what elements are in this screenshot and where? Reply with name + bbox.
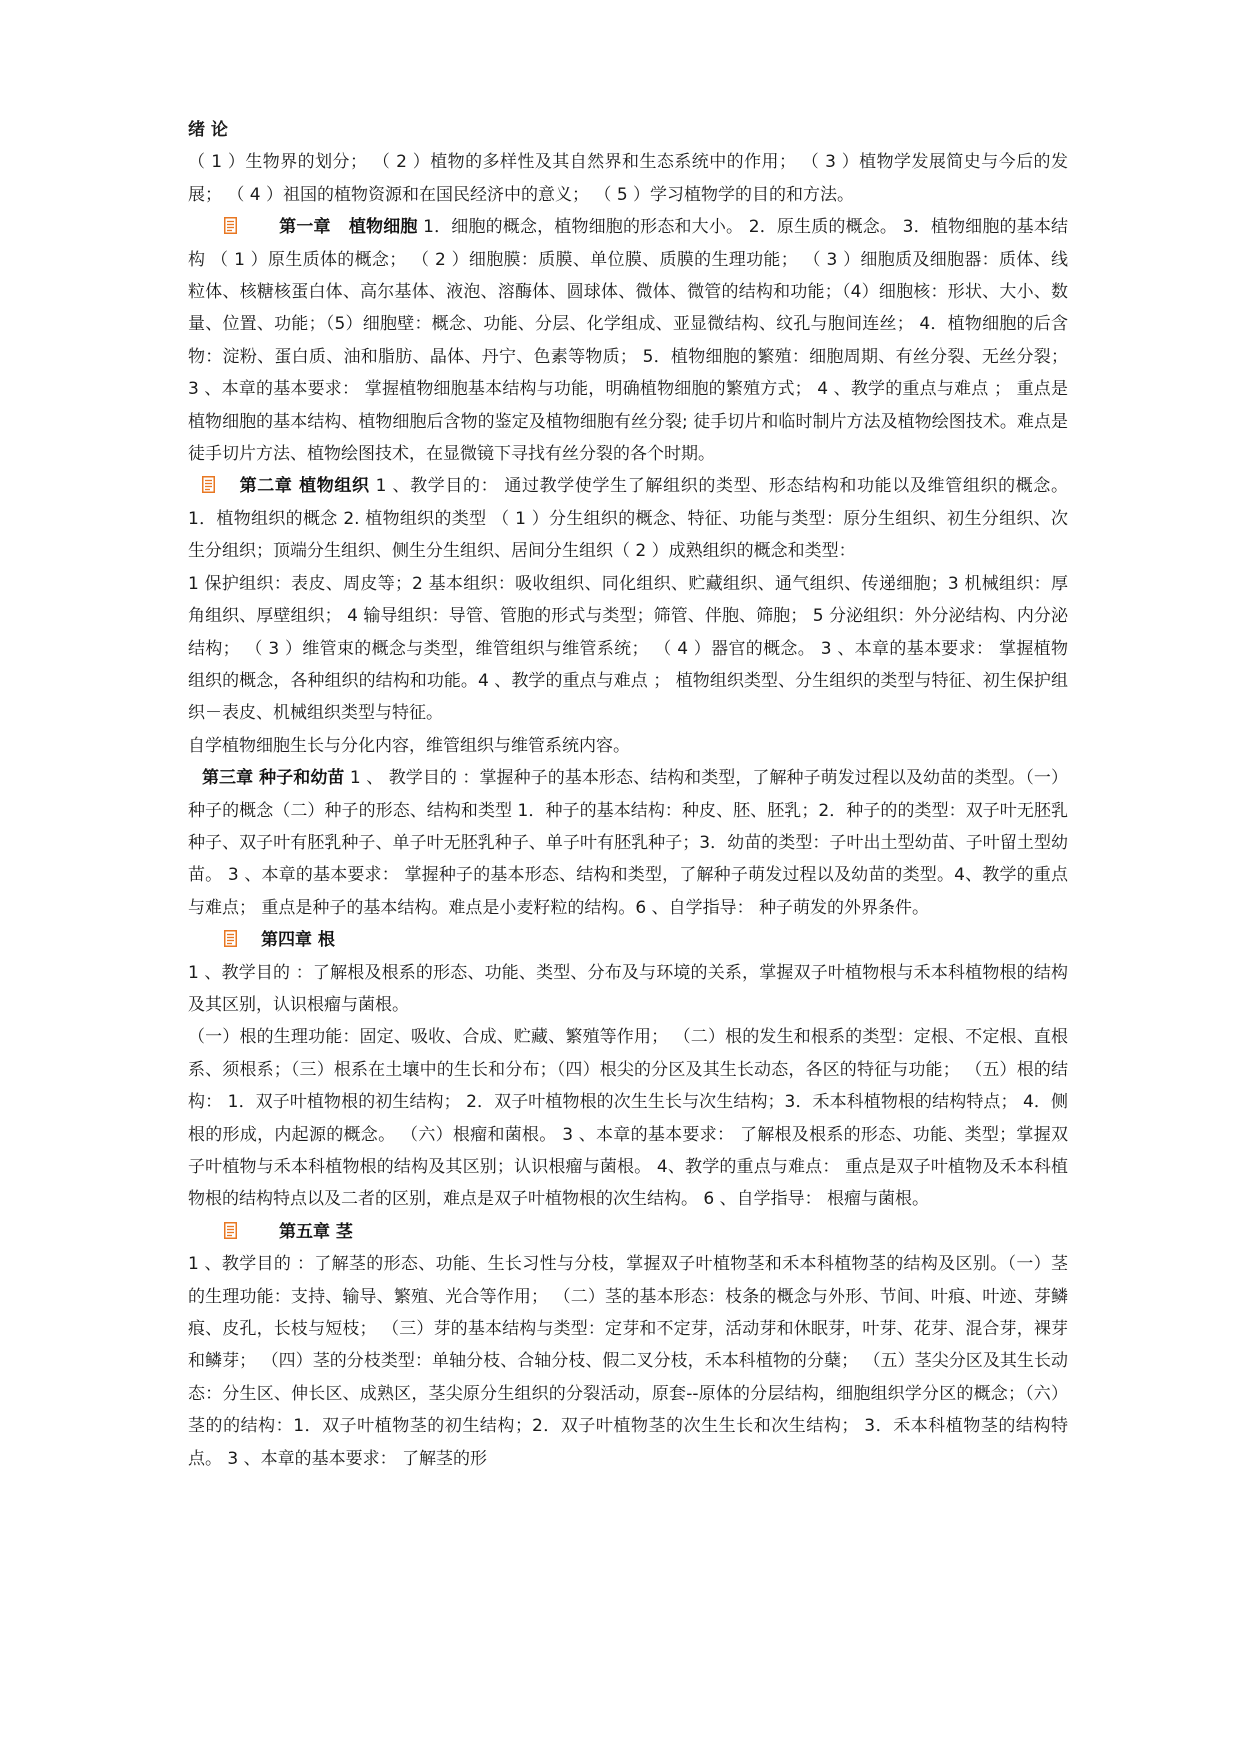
chapter-2-text-2: 1 保护组织：表皮、周皮等；2 基本组织：吸收组织、同化组织、贮藏组织、通气组织、传递细胞；3 机械组织：厚角组织、厚壁组织； 4 输导组织：导管、管胞的形式与类型；筛管、伴胞、筛胞； 5 分泌组织：外分泌结构、内分泌结构； （ 3 ）维管束的概念与类型，维管组织与维管系统； （ 4 ）器官的概念。 3 、本章的基本要求： 掌握植物组织的概念，各种组织的结构和功能。4 、教学的重点与难点 ； 植物组织类型、分生组织的类型与特征、初生保护组织－表皮、机械组织类型与特征。: [188, 573, 1068, 724]
chapter-4-text: 1 、教学目的 ：了解根及根系的形态、功能、类型、分布及与环境的关系，掌握双子叶植物根与禾本科植物根的结构及其区别，认识根瘤与菌根。: [188, 962, 1068, 1015]
chapter-3-text: 1 、 教学目的 ：掌握种子的基本形态、结构和类型，了解种子萌发过程以及幼苗的类型。（一）种子的概念（二）种子的形态、结构和类型 1．种子的基本结构：种皮、胚、胚乳；2．种子的的类型：双子叶无胚乳种子、双子叶有胚乳种子、单子叶无胚乳种子、单子叶有胚乳种子；3．幼苗的类型：子叶出土型幼苗、子叶留土型幼苗。 3 、本章的基本要求： 掌握种子的基本形态、结构和类型，了解种子萌发过程以及幼苗的类型。4、教学的重点与难点； 重点是种子的基本结构。难点是小麦籽粒的结构。6 、自学指导： 种子萌发的外界条件。: [188, 768, 1068, 918]
intro-title: 绪 论: [188, 120, 228, 140]
chapter-1: [188, 211, 1068, 470]
chapter-4-heading: 第四章 根: [261, 930, 335, 951]
chapter-2-heading: 第二章 植物组织: [239, 476, 370, 497]
chapter-2-text: 1 、教学目的： 通过教学使学生了解组织的类型、形态结构和功能以及维管组织的概念。 1．植物组织的概念 2. 植物组织的类型 （ 1 ）分生组织的概念、特征、功能与类型：原分生组织、初生分组织、次生分组织；顶端分生组织、侧生分生组织、居间分生组织（ 2 ）成熟组织的概念和类型：: [188, 476, 1068, 562]
document-page: [188, 114, 1068, 1475]
chapter-5-heading-line: [188, 1216, 1068, 1248]
document-icon[interactable]: [224, 930, 237, 947]
chapter-2-text-3: 自学植物细胞生长与分化内容，维管组织与维管系统内容。: [188, 735, 630, 756]
document-icon[interactable]: [224, 1222, 237, 1239]
chapter-1-text: 1．细胞的概念，植物细胞的形态和大小。 2．原生质的概念。 3．植物细胞的基本结构 （ 1 ）原生质体的概念； （ 2 ）细胞膜：质膜、单位膜、质膜的生理功能； （ 3 ）细胞质及细胞器：质体、线粒体、核糖核蛋白体、高尔基体、液泡、溶酶体、圆球体、微体、微管的结构和功能；（4）细胞核：形状、大小、数量、位置、功能；（5）细胞壁：概念、功能、分层、化学组成、亚显微结构、纹孔与胞间连丝； 4．植物细胞的后含物：淀粉、蛋白质、油和脂肪、晶体、丹宁、色素等物质； 5．植物细胞的繁殖：细胞周期、有丝分裂、无丝分裂； 3 、本章的基本要求： 掌握植物细胞基本结构与功能，明确植物细胞的繁殖方式； 4 、教学的重点与难点 ； 重点是植物细胞的基本结构、植物细胞后含物的鉴定及植物细胞有丝分裂; 徒手切片和临时制片方法及植物绘图技术。难点是徒手切片方法、植物绘图技术，在显微镜下寻找有丝分裂的各个时期。: [188, 217, 1069, 465]
chapter-3: [188, 762, 1068, 924]
chapter-5-text: 1 、教学目的 ：了解茎的形态、功能、生长习性与分枝，掌握双子叶植物茎和禾本科植物茎的结构及区别。（一）茎的生理功能：支持、输导、繁殖、光合等作用； （二）茎的基本形态：枝条的概念与外形、节间、叶痕、叶迹、芽鳞痕、皮孔，长枝与短枝； （三）芽的基本结构与类型：定芽和不定芽，活动芽和休眠芽，叶芽、花芽、混合芽，裸芽和鳞芽； （四）茎的分枝类型：单轴分枝、合轴分枝、假二叉分枝，禾本科植物的分蘖； （五）茎尖分区及其生长动态：分生区、伸长区、成熟区，茎尖原分生组织的分裂活动，原套--原体的分层结构，细胞组织学分区的概念；（六）茎的的结构：1．双子叶植物茎的初生结构；2．双子叶植物茎的次生生长和次生结构； 3．禾本科植物茎的结构特点。 3 、本章的基本要求： 了解茎的形: [188, 1254, 1068, 1469]
chapter-1-heading-b: 植物细胞: [348, 217, 418, 238]
chapter-1-heading-a: 第一章: [279, 217, 331, 238]
chapter-5-heading: 第五章 茎: [279, 1221, 353, 1242]
chapter-3-heading: 第三章 种子和幼苗: [202, 768, 345, 789]
intro-text: （ 1 ）生物界的划分； （ 2 ）植物的多样性及其自然界和生态系统中的作用； （ 3 ）植物学发展简史与今后的发展； （ 4 ）祖国的植物资源和在国民经济中的意义； （ 5 ）学习植物学的目的和方法。: [188, 152, 1068, 205]
chapter-4-heading-line: [188, 924, 1068, 956]
document-icon[interactable]: [224, 217, 237, 234]
chapter-4-text-2: （一）根的生理功能：固定、吸收、合成、贮藏、繁殖等作用； （二）根的发生和根系的类型：定根、不定根、直根系、须根系；（三）根系在土壤中的生长和分布；（四）根尖的分区及其生长动态，各区的特征与功能； （五）根的结构： 1．双子叶植物根的初生结构； 2．双子叶植物根的次生生长与次生结构；3．禾本科植物根的结构特点； 4．侧根的形成，内起源的概念。 （六）根瘤和菌根。 3 、本章的基本要求： 了解根及根系的形态、功能、类型；掌握双子叶植物与禾本科植物根的结构及其区别；认识根瘤与菌根。 4、教学的重点与难点： 重点是双子叶植物及禾本科植物根的结构特点以及二者的区别，难点是双子叶植物根的次生结构。 6 、自学指导： 根瘤与菌根。: [188, 1027, 1068, 1210]
chapter-2: [188, 470, 1068, 567]
document-icon[interactable]: [202, 476, 215, 493]
